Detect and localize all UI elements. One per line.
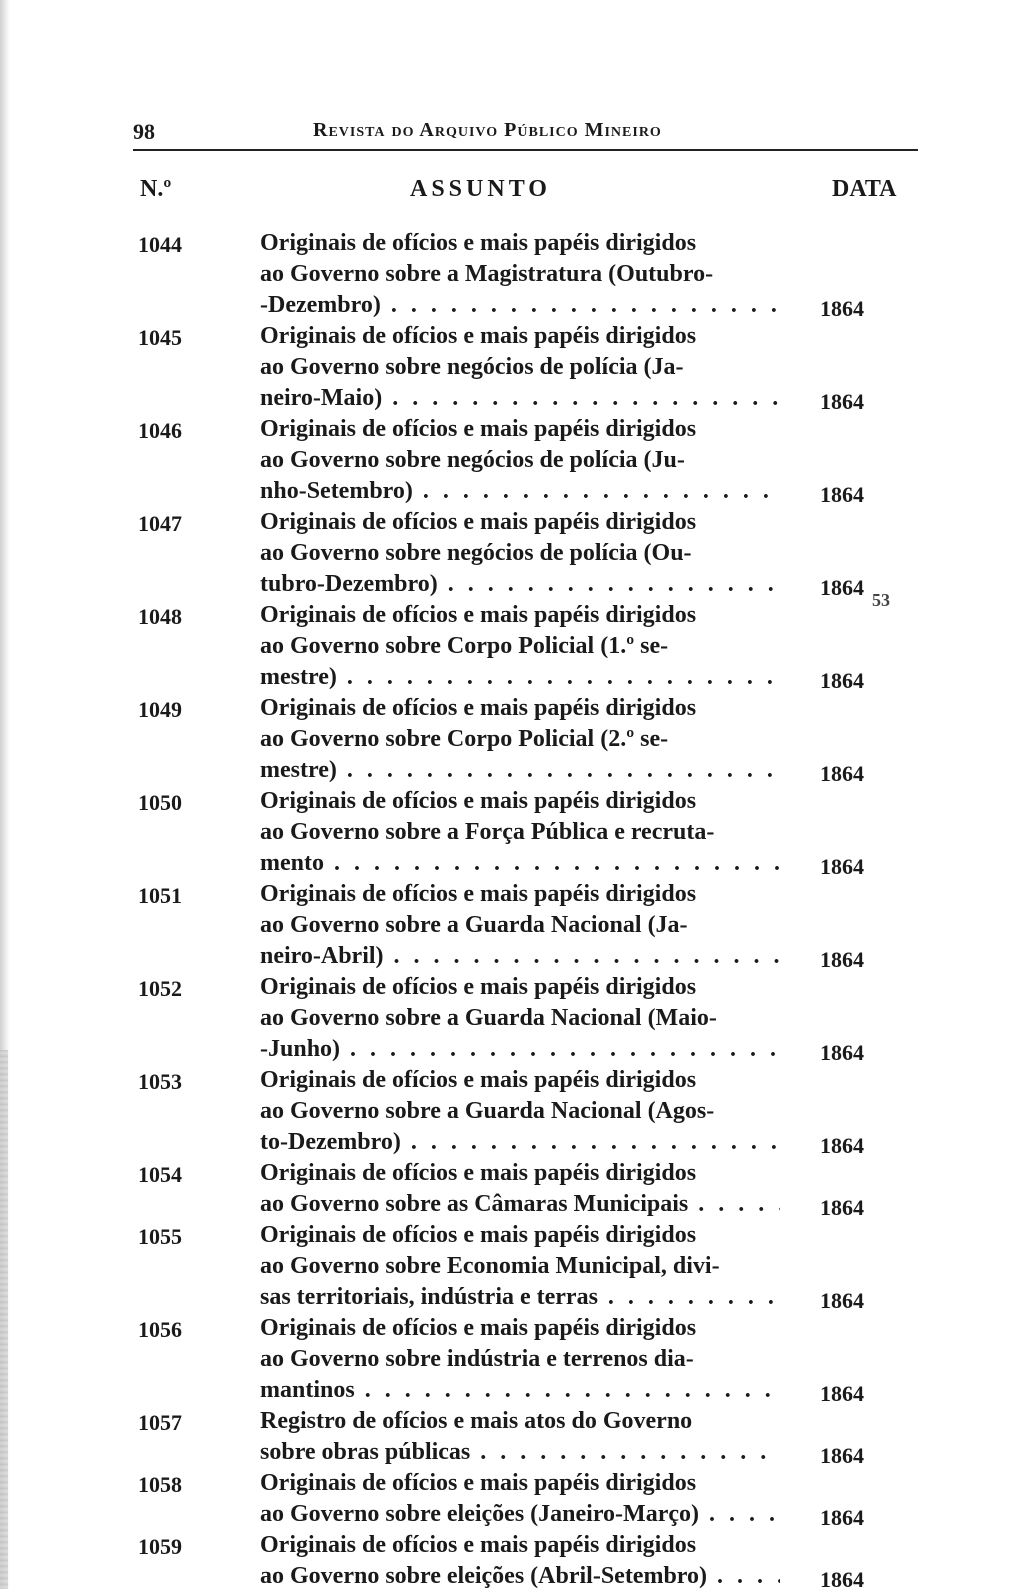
entry-subject-line: Originais de ofícios e mais papéis dirigidos <box>260 974 697 1000</box>
entry-subject-line: mestre) . . . <box>260 755 780 786</box>
entry-subject-line: -Junho) . . . <box>260 1034 780 1065</box>
entry-subject-line: ao Governo sobre Corpo Policial (1.º se- <box>260 633 669 659</box>
entry-subject <box>260 600 780 693</box>
entry-subject-line: Originais de ofícios e mais papéis dirigidos <box>260 1067 697 1093</box>
entry-subject <box>260 1065 780 1158</box>
entry-subject-line: ao Governo sobre as Câmaras Municipais . . . <box>260 1189 780 1220</box>
margin-mark: 53 <box>872 590 890 610</box>
entry-subject <box>260 1406 780 1468</box>
entry-number: 1044 <box>138 232 182 257</box>
entry-subject-line: ao Governo sobre Economia Municipal, divi- <box>260 1253 720 1279</box>
entry-subject-line: Originais de ofícios e mais papéis dirigidos <box>260 602 697 628</box>
entry-date: 1864 <box>820 1133 864 1158</box>
entry-number: 1058 <box>138 1472 182 1497</box>
entry-number: 1048 <box>138 604 182 629</box>
entry-date: 1864 <box>820 1505 864 1530</box>
entry-date: 1864 <box>820 389 864 414</box>
entry-subject-line: to-Dezembro) . . . <box>260 1127 780 1158</box>
entry-subject-line: mento . . . <box>260 848 780 879</box>
entry-date: 1864 <box>820 1288 864 1313</box>
entry-date: 1864 <box>820 296 864 321</box>
entry-subject-line: Originais de ofícios e mais papéis dirigidos <box>260 1222 697 1248</box>
entry-date: 1864 <box>820 1381 864 1406</box>
entry-number: 1053 <box>138 1069 182 1094</box>
entry-subject <box>260 786 780 879</box>
entry-subject-line: ao Governo sobre a Guarda Nacional (Maio- <box>260 1005 717 1031</box>
entry-subject-line: Originais de ofícios e mais papéis dirigidos <box>260 1532 697 1558</box>
entry-subject <box>260 1220 780 1313</box>
page-header <box>133 113 918 151</box>
entry-subject-line: sas territoriais, indústria e terras . . . <box>260 1282 780 1313</box>
entry-subject-line: ao Governo sobre eleições (Janeiro-Março) . . . <box>260 1499 780 1530</box>
entry-subject <box>260 507 780 600</box>
entry-number: 1049 <box>138 697 182 722</box>
entry-date: 1864 <box>820 761 864 786</box>
entry-subject <box>260 1468 780 1530</box>
entry-date: 1864 <box>820 1040 864 1065</box>
entry-subject-line: Originais de ofícios e mais papéis dirigidos <box>260 323 697 349</box>
entry-subject-line: ao Governo sobre eleições (Abril-Setembro) . . . <box>260 1561 780 1592</box>
entry-subject <box>260 1313 780 1406</box>
entry-subject-line: ao Governo sobre indústria e terrenos dia- <box>260 1346 694 1372</box>
entry-subject-line: ao Governo sobre negócios de polícia (Ju- <box>260 447 685 473</box>
entry-number: 1046 <box>138 418 182 443</box>
entry-date: 1864 <box>820 1195 864 1220</box>
entry-subject-line: ao Governo sobre Corpo Policial (2.º se- <box>260 726 669 752</box>
column-header-number: N.º <box>140 176 172 202</box>
entry-subject-line: ao Governo sobre negócios de polícia (Ja- <box>260 354 684 380</box>
entry-number: 1050 <box>138 790 182 815</box>
entry-subject-line: ao Governo sobre a Guarda Nacional (Agos- <box>260 1098 715 1124</box>
entry-subject <box>260 972 780 1065</box>
page-binding-shadow <box>0 1050 8 1589</box>
entry-number: 1057 <box>138 1410 182 1435</box>
entry-subject-line: mestre) . . . <box>260 662 780 693</box>
entry-subject <box>260 228 780 321</box>
column-header-subject: ASSUNTO <box>410 176 551 202</box>
entry-subject-line: ao Governo sobre a Magistratura (Outubro- <box>260 261 714 287</box>
entry-number: 1051 <box>138 883 182 908</box>
entry-date: 1864 <box>820 1567 864 1592</box>
entry-subject-line: ao Governo sobre a Força Pública e recruta- <box>260 819 715 845</box>
entry-subject <box>260 1158 780 1220</box>
entry-subject <box>260 321 780 414</box>
entry-subject <box>260 879 780 972</box>
entry-date: 1864 <box>820 947 864 972</box>
entry-subject-line: neiro-Maio) . . . <box>260 383 780 414</box>
entry-number: 1059 <box>138 1534 182 1559</box>
entry-subject-line: Originais de ofícios e mais papéis dirigidos <box>260 1315 697 1341</box>
entry-subject <box>260 1530 780 1592</box>
entry-number: 1054 <box>138 1162 182 1187</box>
entry-number: 1047 <box>138 511 182 536</box>
entry-subject-line: Originais de ofícios e mais papéis dirigidos <box>260 509 697 535</box>
entry-date: 1864 <box>820 575 864 600</box>
entry-subject-line: Originais de ofícios e mais papéis dirigidos <box>260 881 697 907</box>
entry-subject-line: neiro-Abril) . . . <box>260 941 780 972</box>
entry-subject-line: Originais de ofícios e mais papéis dirigidos <box>260 416 697 442</box>
entry-subject <box>260 414 780 507</box>
entry-subject-line: ao Governo sobre a Guarda Nacional (Ja- <box>260 912 688 938</box>
entry-subject <box>260 693 780 786</box>
running-title: Revista do Arquivo Público Mineiro <box>313 119 662 141</box>
entry-date: 1864 <box>820 482 864 507</box>
entry-number: 1045 <box>138 325 182 350</box>
entry-subject-line: Registro de ofícios e mais atos do Governo <box>260 1408 693 1434</box>
entry-number: 1055 <box>138 1224 182 1249</box>
entry-number: 1052 <box>138 976 182 1001</box>
entry-date: 1864 <box>820 854 864 879</box>
entry-subject-line: nho-Setembro) . . . <box>260 476 780 507</box>
entry-number: 1056 <box>138 1317 182 1342</box>
entry-subject-line: Originais de ofícios e mais papéis dirigidos <box>260 1160 697 1186</box>
entry-subject-line: ao Governo sobre negócios de polícia (Ou- <box>260 540 692 566</box>
entry-subject-line: -Dezembro) . . . <box>260 290 780 321</box>
entry-subject-line: tubro-Dezembro) . . . <box>260 569 780 600</box>
entry-subject-line: Originais de ofícios e mais papéis dirigidos <box>260 695 697 721</box>
entry-subject-line: mantinos . . . <box>260 1375 780 1406</box>
entry-date: 1864 <box>820 1443 864 1468</box>
entry-date: 1864 <box>820 668 864 693</box>
entry-subject-line: Originais de ofícios e mais papéis dirigidos <box>260 788 697 814</box>
entry-subject-line: Originais de ofícios e mais papéis dirigidos <box>260 1470 697 1496</box>
page-number: 98 <box>133 119 155 144</box>
entry-subject-line: sobre obras públicas . . . <box>260 1437 780 1468</box>
column-header-date: DATA <box>832 176 897 202</box>
entry-subject-line: Originais de ofícios e mais papéis dirigidos <box>260 230 697 256</box>
